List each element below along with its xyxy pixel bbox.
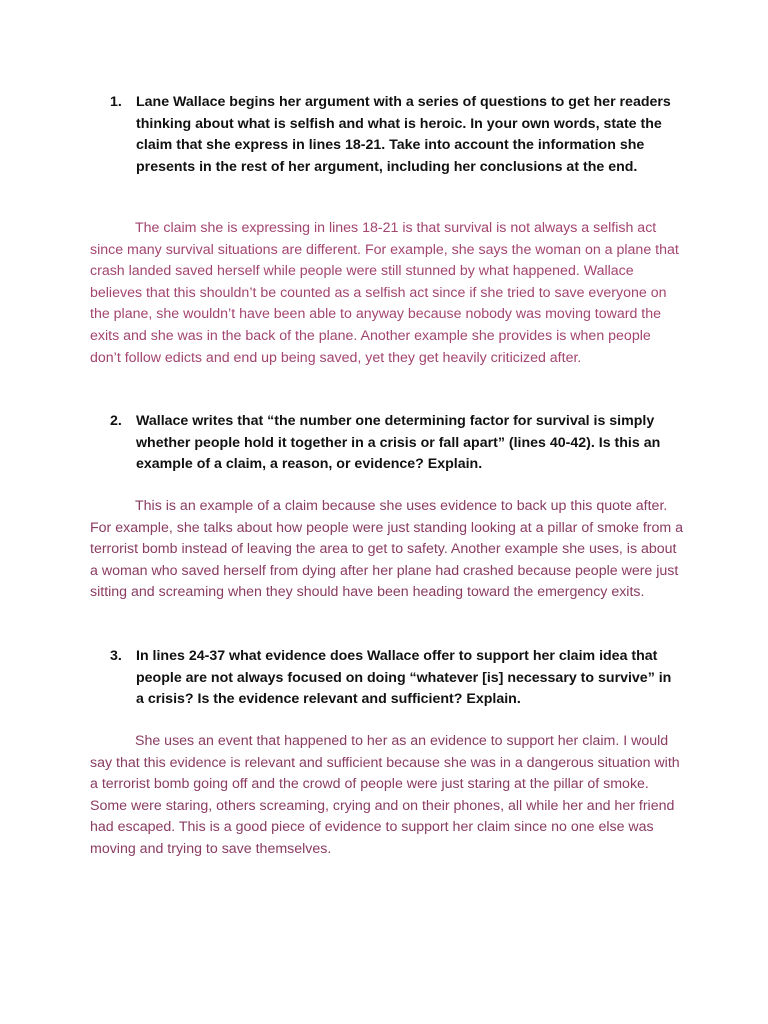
question-1 [110, 92, 680, 178]
question-text: Wallace writes that “the number one determining factor for survival is simply whether people hold it together in a crisis or fall apart” (lines 40-42). Is this an example of a claim, a reason, or evidence? Explain. [136, 413, 661, 473]
question-2 [110, 411, 680, 476]
question-number: 3. [110, 648, 122, 664]
question-3 [110, 646, 680, 711]
answer-3: She uses an event that happened to her as an evidence to support her claim. I would say that this evidence is relevant and sufficient because she was in a dangerous situation with a terrorist bomb going off and the crowd of people were just staring at the pillar of smoke. Some were staring, others screaming, crying and on their phones, all while her and her friend had escaped. This is a good piece of evidence to support her claim since no one else was moving and trying to save themselves. [90, 733, 680, 857]
answer-1: The claim she is expressing in lines 18-21 is that survival is not always a selfish act since many survival situations are different. For example, she says the woman on a plane that crash landed saved herself while people were still stunned by what happened. Wallace believes that this shouldn’t be counted as a selfish act since if she tried to save everyone on the plane, she wouldn’t have been able to anyway because nobody was moving toward the exits and she was in the back of the plane. Another example she provides is when people don’t follow edicts and end up being saved, yet they get heavily criticized after. [90, 220, 679, 366]
question-number: 1. [110, 94, 122, 110]
question-text: In lines 24-37 what evidence does Wallace offer to support her claim idea that people are not always focused on doing “whatever [is] necessary to survive” in a crisis? Is the evidence relevant and sufficient? Explain. [136, 648, 672, 708]
question-text: Lane Wallace begins her argument with a series of questions to get her readers thinking about what is selfish and what is heroic. In your own words, state the claim that she express in lines 18-21. Take into account the information she presents in the rest of her argument, including her conclusions at the end. [136, 94, 671, 175]
question-number: 2. [110, 413, 122, 429]
answer-2: This is an example of a claim because she uses evidence to back up this quote after. For example, she talks about how people were just standing looking at a pillar of smoke from a terrorist bomb instead of leaving the area to get to safety. Another example she uses, is about a woman who saved herself from dying after her plane had crashed because people were just sitting and screaming when they should have been heading toward the emergency exits. [90, 498, 684, 601]
